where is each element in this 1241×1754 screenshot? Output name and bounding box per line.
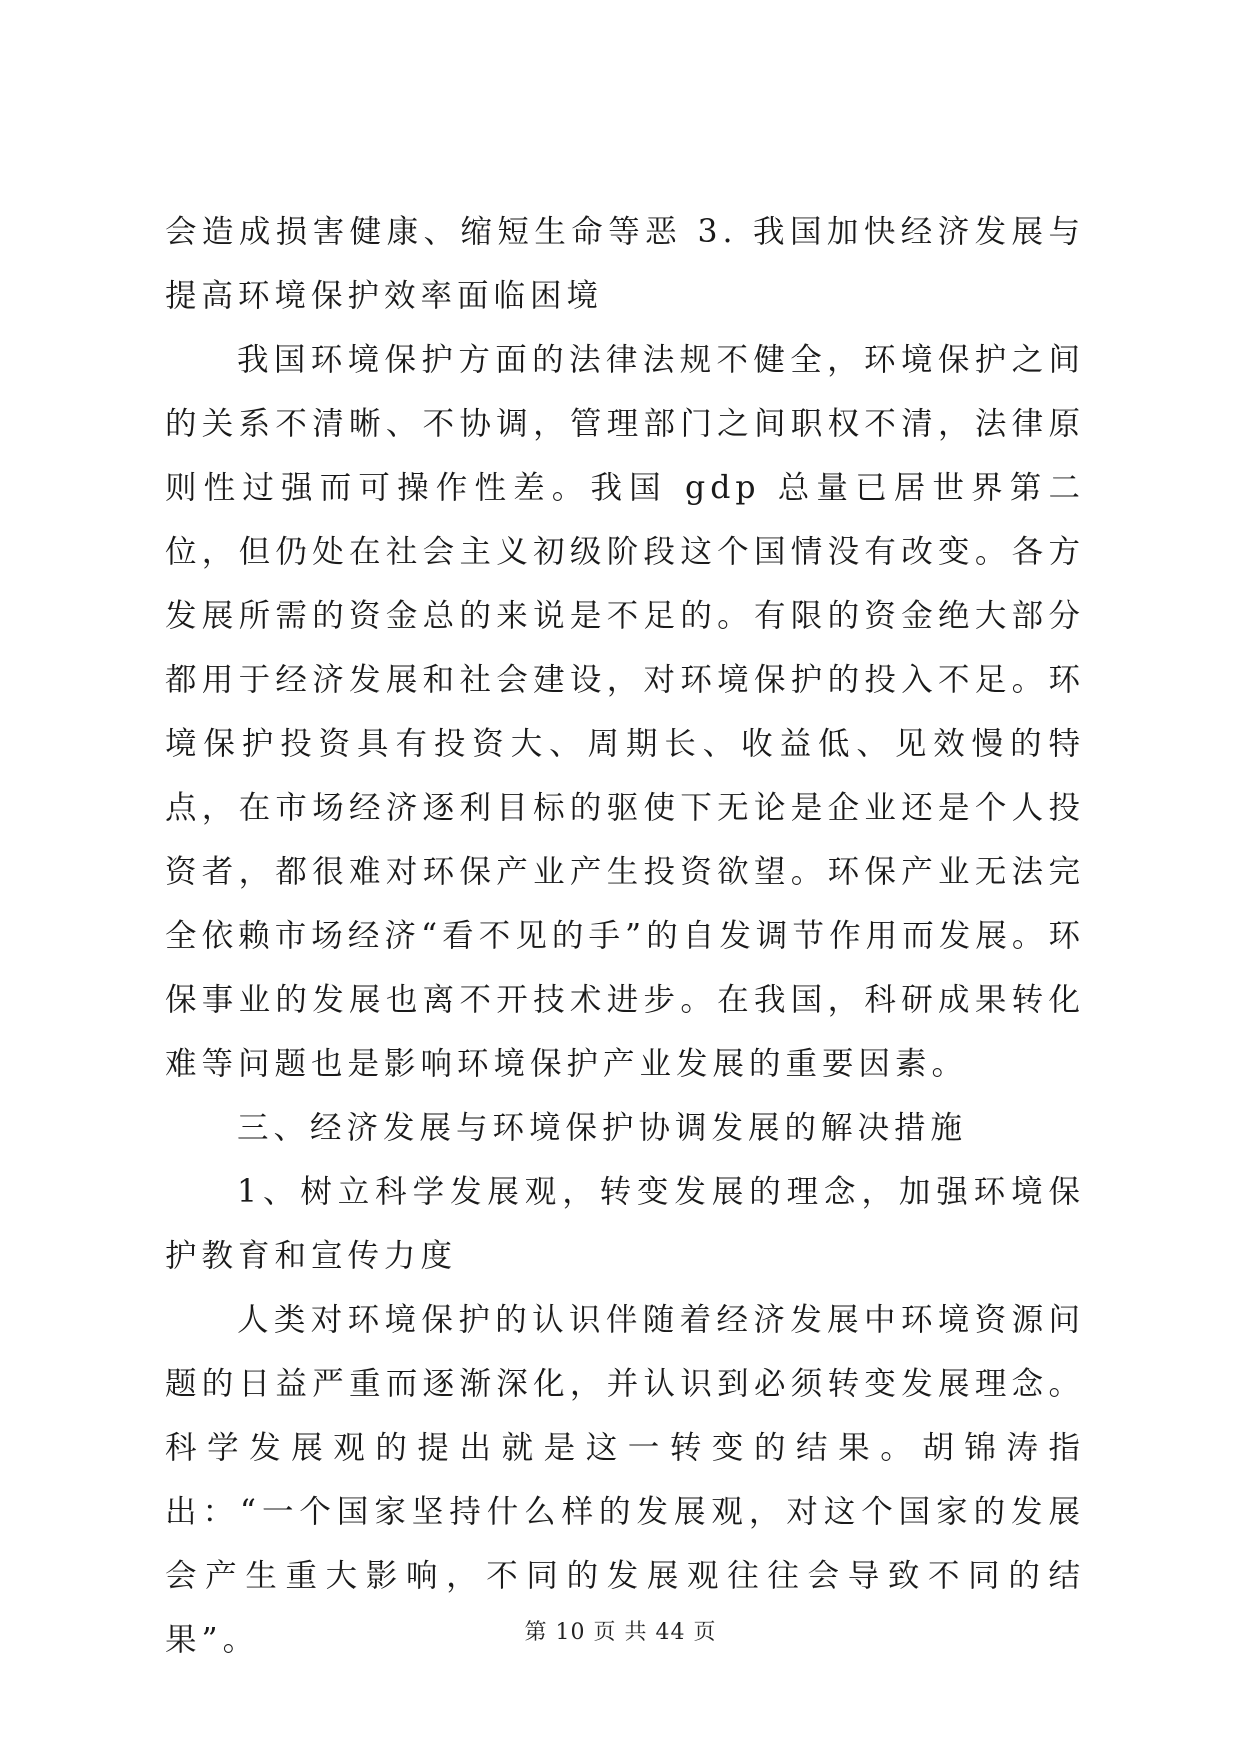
document-body — [165, 200, 1085, 1672]
subsection-heading-1: 1、树立科学发展观，转变发展的理念，加强环境保护教育和宣传力度 — [165, 1174, 1085, 1274]
paragraph-continuation: 会造成损害健康、缩短生命等恶 3. 我国加快经济发展与提高环境保护效率面临困境 — [165, 214, 1085, 314]
paragraph-legal-issues: 我国环境保护方面的法律法规不健全，环境保护之间的关系不清晰、不协调，管理部门之间职权不清，法律原则性过强而可操作性差。我国 gdp 总量已居世界第二位，但仍处在社会主义初级阶段这个国情没有改变。各方发展所需的资金总的来说是不足的。有限的资金绝大部分都用于经济发展和社会建设，对环境保护的投入不足。环境保护投资具有投资大、周期长、收益低、见效慢的特点，在市场经济逐利目标的驱使下无论是企业还是个人投资者，都很难对环保产业产生投资欲望。环保产业无法完全依赖市场经济“看不见的手”的自发调节作用而发展。环保事业的发展也离不开技术进步。在我国，科研成果转化难等问题也是影响环境保护产业发展的重要因素。 — [165, 342, 1085, 1082]
page-number-footer: 第 10 页 共 44 页 — [524, 1620, 717, 1645]
section-heading-solutions: 三、经济发展与环境保护协调发展的解决措施 — [237, 1110, 968, 1146]
paragraph-development-concept: 人类对环境保护的认识伴随着经济发展中环境资源问题的日益严重而逐渐深化，并认识到必须转变发展理念。科学发展观的提出就是这一转变的结果。胡锦涛指出：“一个国家坚持什么样的发展观，对这个国家的发展会产生重大影响，不同的发展观往往会导致不同的结果”。 — [165, 1302, 1085, 1658]
